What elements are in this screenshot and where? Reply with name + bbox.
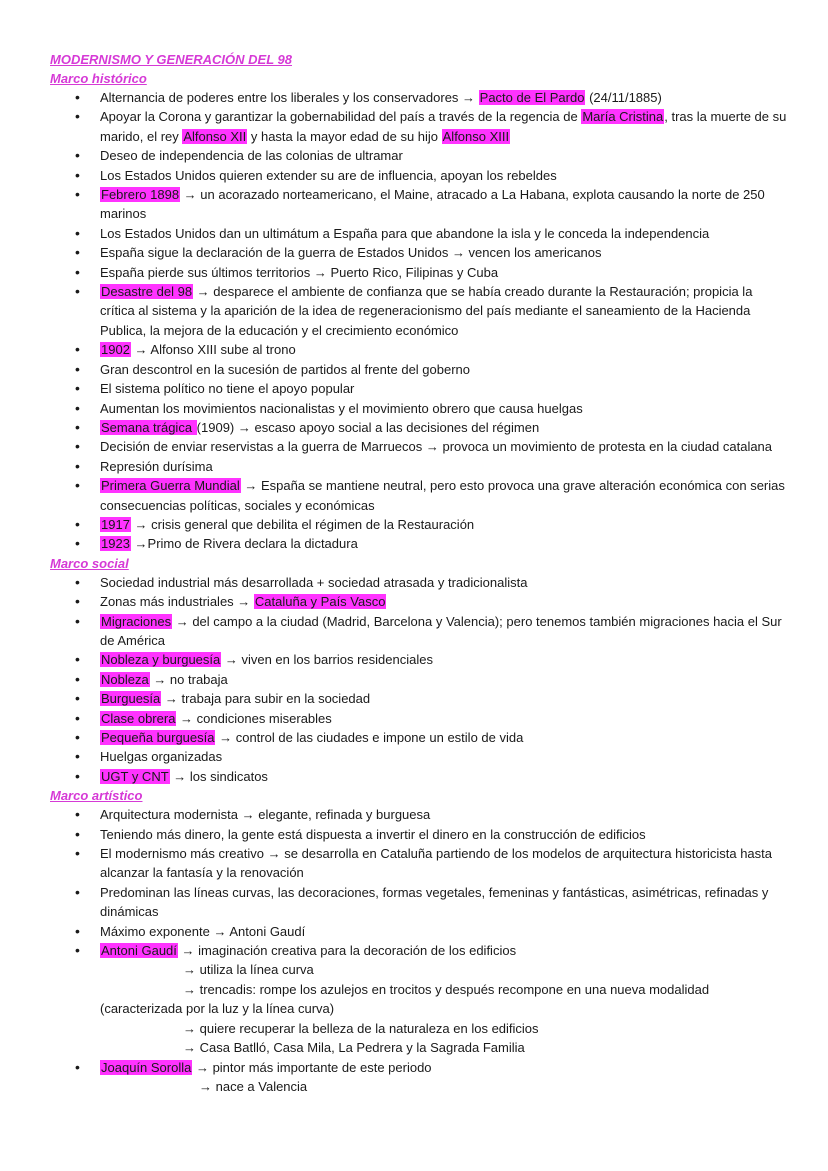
list-item — [50, 805, 790, 824]
highlighted-term: Semana trágica — [101, 419, 196, 435]
highlighted-term: Burguesía — [101, 691, 161, 707]
bullet-list — [50, 88, 790, 554]
list-item — [50, 767, 790, 786]
sections-container — [50, 69, 790, 1096]
item-text: Zonas más industriales → — [100, 594, 254, 610]
list-item — [50, 941, 790, 960]
item-text: → un acorazado norteamericano, el Maine, atracado a La Habana, explota causando la norte de 250 marinos — [100, 187, 765, 222]
item-text: Apoyar la Corona y garantizar la gobernabilidad del país a través de la regencia de — [100, 109, 582, 125]
item-text: Sociedad industrial más desarrollada + sociedad atrasada y tradicionalista — [100, 574, 528, 590]
section-heading: Marco artístico — [50, 788, 143, 804]
list-item — [50, 709, 790, 728]
item-text: Decisión de enviar reservistas a la guerra de Marruecos → provoca un movimiento de protesta en la ciudad catalana — [100, 439, 773, 455]
list-item — [50, 185, 790, 224]
list-item — [50, 418, 790, 437]
section-heading: Marco social — [50, 555, 129, 571]
document-page — [50, 50, 790, 1096]
list-item — [50, 670, 790, 689]
highlighted-term: Pequeña burguesía — [101, 730, 215, 745]
item-text: El sistema político no tiene el apoyo popular — [100, 381, 355, 397]
highlighted-term: UGT y CNT — [101, 768, 169, 784]
item-text: → utiliza la línea curva — [183, 962, 314, 978]
item-text: España pierde sus últimos territorios → Puerto Rico, Filipinas y Cuba — [100, 264, 499, 280]
item-text: Represión durísima — [100, 458, 213, 474]
list-item — [50, 515, 790, 534]
item-text: Predominan las líneas curvas, las decoraciones, formas vegetales, femeninas y fantásticas, asimétricas, refinadas y dinámicas — [100, 884, 769, 920]
list-continuation — [50, 999, 790, 1018]
list-item — [50, 844, 790, 883]
list-continuation — [50, 1077, 790, 1096]
list-item — [50, 437, 790, 456]
list-item — [50, 399, 790, 418]
list-item — [50, 922, 790, 941]
list-item — [50, 1058, 790, 1077]
item-text: → trencadis: rompe los azulejos en trocitos y después recompone en una nueva modalidad — [183, 981, 710, 997]
item-text: Gran descontrol en la sucesión de partidos al frente del goberno — [100, 361, 471, 377]
list-continuation — [50, 1038, 790, 1057]
list-item — [50, 612, 790, 651]
list-item — [50, 263, 790, 282]
highlighted-term: Cataluña y País Vasco — [254, 594, 386, 610]
list-item — [50, 282, 790, 340]
bullet-list — [50, 573, 790, 786]
item-text: Alternancia de poderes entre los liberales y los conservadores → — [100, 90, 479, 105]
highlighted-term: 1923 — [101, 536, 130, 552]
item-text: España sigue la declaración de la guerra de Estados Unidos → vencen los americanos — [100, 245, 602, 261]
highlighted-term: Nobleza — [101, 671, 149, 687]
highlighted-term: María Cristina — [582, 109, 664, 125]
list-item — [50, 457, 790, 476]
list-item — [50, 243, 790, 262]
list-continuation — [50, 980, 790, 999]
list-continuation — [50, 1019, 790, 1038]
highlighted-term: 1917 — [101, 516, 130, 532]
highlighted-term: Alfonso XII — [183, 128, 247, 144]
item-text: → Alfonso XIII sube al trono — [130, 342, 296, 358]
list-item — [50, 534, 790, 553]
list-item — [50, 379, 790, 398]
item-text: Deseo de independencia de las colonias de ultramar — [100, 148, 403, 164]
item-text: → los sindicatos — [169, 768, 268, 784]
item-text: → pintor más importante de este periodo — [192, 1059, 432, 1075]
highlighted-term: 1902 — [101, 342, 130, 358]
list-item — [50, 592, 790, 611]
item-text: (1909) → escaso apoyo social a las decisiones del régimen — [196, 419, 540, 435]
list-item — [50, 728, 790, 747]
list-item — [50, 166, 790, 185]
list-item — [50, 360, 790, 379]
highlighted-term: Pacto de El Pardo — [479, 90, 585, 105]
list-item — [50, 573, 790, 592]
section-heading: Marco histórico — [50, 71, 147, 86]
item-text: → imaginación creativa para la decoración de los edificios — [177, 943, 517, 959]
list-item — [50, 883, 790, 922]
highlighted-term: Alfonso XIII — [442, 128, 510, 144]
list-item — [50, 340, 790, 359]
item-text: → nace a Valencia — [199, 1078, 308, 1094]
item-text: → control de las ciudades e impone un estilo de vida — [215, 730, 524, 745]
highlighted-term: Antoni Gaudí — [101, 943, 177, 959]
item-text: → desparece el ambiente de confianza que se había creado durante la Restauración; propicia la crítica al sistema y la aparición de la idea de regeneracionismo del país mediante el saneamiento de la Hacienda Publica, la mejora de la educación y el crecimiento económico — [100, 284, 753, 338]
highlighted-term: Desastre del 98 — [101, 284, 193, 300]
item-text: → Casa Batlló, Casa Mila, La Pedrera y la Sagrada Familia — [183, 1040, 525, 1056]
list-continuation — [50, 960, 790, 979]
list-item — [50, 825, 790, 844]
item-text: → crisis general que debilita el régimen de la Restauración — [130, 516, 475, 532]
item-text: , tras la muerte de su marido, el rey — [100, 109, 787, 144]
item-text: El modernismo más creativo → se desarrolla en Cataluña partiendo de los modelos de arquitectura historicista hasta alcanzar la fantasía y la renovación — [100, 846, 773, 881]
list-item — [50, 476, 790, 515]
bullet-list — [50, 805, 790, 1096]
item-text: (caracterizada por la luz y la línea curva) — [100, 1001, 335, 1017]
item-text: → viven en los barrios residenciales — [221, 652, 433, 668]
highlighted-term: Clase obrera — [101, 710, 176, 726]
list-item — [50, 88, 790, 107]
highlighted-term: Migraciones — [101, 613, 172, 629]
item-text: → no trabaja — [149, 671, 228, 687]
list-item — [50, 146, 790, 165]
list-item — [50, 650, 790, 669]
item-text: Teniendo más dinero, la gente está dispuesta a invertir el dinero en la construcción de edificios — [100, 826, 646, 842]
highlighted-term: Primera Guerra Mundial — [101, 478, 240, 494]
item-text: Los Estados Unidos dan un ultimátum a España para que abandone la isla y le conceda la independencia — [100, 225, 710, 241]
item-text: → condiciones miserables — [176, 710, 332, 726]
highlighted-term: Febrero 1898 — [101, 187, 180, 203]
item-text: → quiere recuperar la belleza de la naturaleza en los edificios — [183, 1020, 539, 1036]
list-item — [50, 747, 790, 766]
item-text: Huelgas organizadas — [100, 749, 223, 765]
item-text: → trabaja para subir en la sociedad — [161, 691, 371, 707]
item-text: →Primo de Rivera declara la dictadura — [130, 536, 358, 552]
highlighted-term: Joaquín Sorolla — [101, 1059, 192, 1075]
item-text: Aumentan los movimientos nacionalistas y el movimiento obrero que causa huelgas — [100, 400, 583, 416]
item-text: Los Estados Unidos quieren extender su are de influencia, apoyan los rebeldes — [100, 167, 557, 183]
item-text: y hasta la mayor edad de su hijo — [247, 128, 442, 144]
item-text: (24/11/1885) — [585, 90, 662, 105]
item-text: → del campo a la ciudad (Madrid, Barcelona y Valencia); pero tenemos también migraciones hacia el Sur de América — [100, 613, 782, 648]
item-text: Arquitectura modernista → elegante, refinada y burguesa — [100, 807, 431, 823]
list-item — [50, 107, 790, 146]
item-text: Máximo exponente → Antoni Gaudí — [100, 923, 306, 939]
document-title: MODERNISMO Y GENERACIÓN DEL 98 — [50, 52, 292, 67]
highlighted-term: Nobleza y burguesía — [101, 652, 221, 668]
list-item — [50, 224, 790, 243]
item-text: → España se mantiene neutral, pero esto provoca una grave alteración económica con serias consecuencias políticas, sociales y económicas — [100, 478, 785, 513]
list-item — [50, 689, 790, 708]
